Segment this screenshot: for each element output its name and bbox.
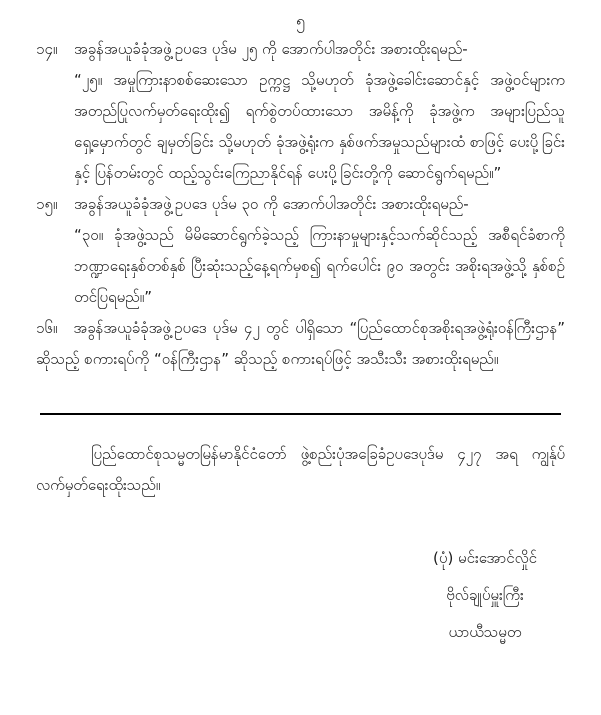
document-body [0,34,601,501]
signatory-name: (ပုံ) မင်းအောင်လှိုင် [433,549,537,567]
signatory-title: ယာယီသမ္မတ [448,623,522,641]
paragraph-text: အခွန်အယူခံခုံအဖွဲ့ဥပဒေ ပုဒ်မ ၄၂ တွင် ပါရှိသော “ပြည်ထောင်စုအစိုးရအဖွဲ့ရုံးဝန်ကြီးဌာန” ဆိုသည့် စကားရပ်ကို “ဝန်ကြီးဌာန” ဆိုသည့် စကားရပ်ဖြင့် အသီးသီး အစားထိုးရမည်။ [36,319,565,368]
section-16 [36,313,565,375]
section-15-heading [36,189,565,220]
paragraph-intro: အခွန်အယူခံခုံအဖွဲ့ဥပဒေ ပုဒ်မ ၃၀ ကို အောက်ပါအတိုင်း အစားထိုးရမည်- [74,195,469,213]
page-number: ၅ [296,11,305,30]
paragraph-number: ၁၄။ [36,40,58,58]
paragraph-intro: အခွန်အယူခံခုံအဖွဲ့ဥပဒေ ပုဒ်မ ၂၅ ကို အောက်ပါအတိုင်း အစားထိုးရမည်- [74,40,468,58]
section-14-heading [36,34,565,65]
quoted-provision: “၃၀။ ခုံအဖွဲ့သည် မိမိဆောင်ရွက်ခဲ့သည့် ကြားနာမှုများနှင့်သက်ဆိုင်သည့် အစီရင်ခံစာကို ဘဏ္ဍာရေးနှစ်တစ်နှစ် ပြီးဆုံးသည့်နေ့ရက်မှစ၍ ရက်ပေါင်း ၉၀ အတွင်း အစိုးရအဖွဲ့သို့ နှစ်စဉ်တင်ပြရမည်။” [74,226,565,306]
paragraph-number: ၁၆။ [36,319,58,337]
section-15 [36,189,565,313]
paragraph-number: ၁၅။ [36,195,58,213]
signatory-rank: ဗိုလ်ချုပ်မှူးကြီး [446,586,524,604]
closing-statement: ပြည်ထောင်စုသမ္မတမြန်မာနိုင်ငံတော် ဖွဲ့စည်းပုံအခြေခံဥပဒေပုဒ်မ ၄၂၇ အရ ကျွန်ုပ်လက်မှတ်ရေးထိုးသည်။ [36,445,565,494]
signature-block [395,540,575,651]
section-14 [36,34,565,189]
separator-line [40,413,561,415]
quoted-provision: “၂၅။ အမှုကြားနာစစ်ဆေးသော ဥက္ကဋ္ဌ သို့မဟုတ် ခုံအဖွဲ့ခေါင်းဆောင်နှင့် အဖွဲ့ဝင်များက အတည်ပြုလက်မှတ်ရေးထိုး၍ ရက်စွဲတပ်ထားသော အမိန့်ကို ခုံအဖွဲ့က အများပြည်သူ ရှေ့မှောက်တွင် ချမှတ်ခြင်း သို့မဟုတ် ခုံအဖွဲ့ရုံးက နှစ်ဖက်အမှုသည်များထံ စာဖြင့် ပေးပို့ခြင်းနှင့် ပြန်တမ်းတွင် ထည့်သွင်းကြေညာနိုင်ရန် ပေးပို့ခြင်းတို့ကို ဆောင်ရွက်ရမည်။” [74,71,565,182]
